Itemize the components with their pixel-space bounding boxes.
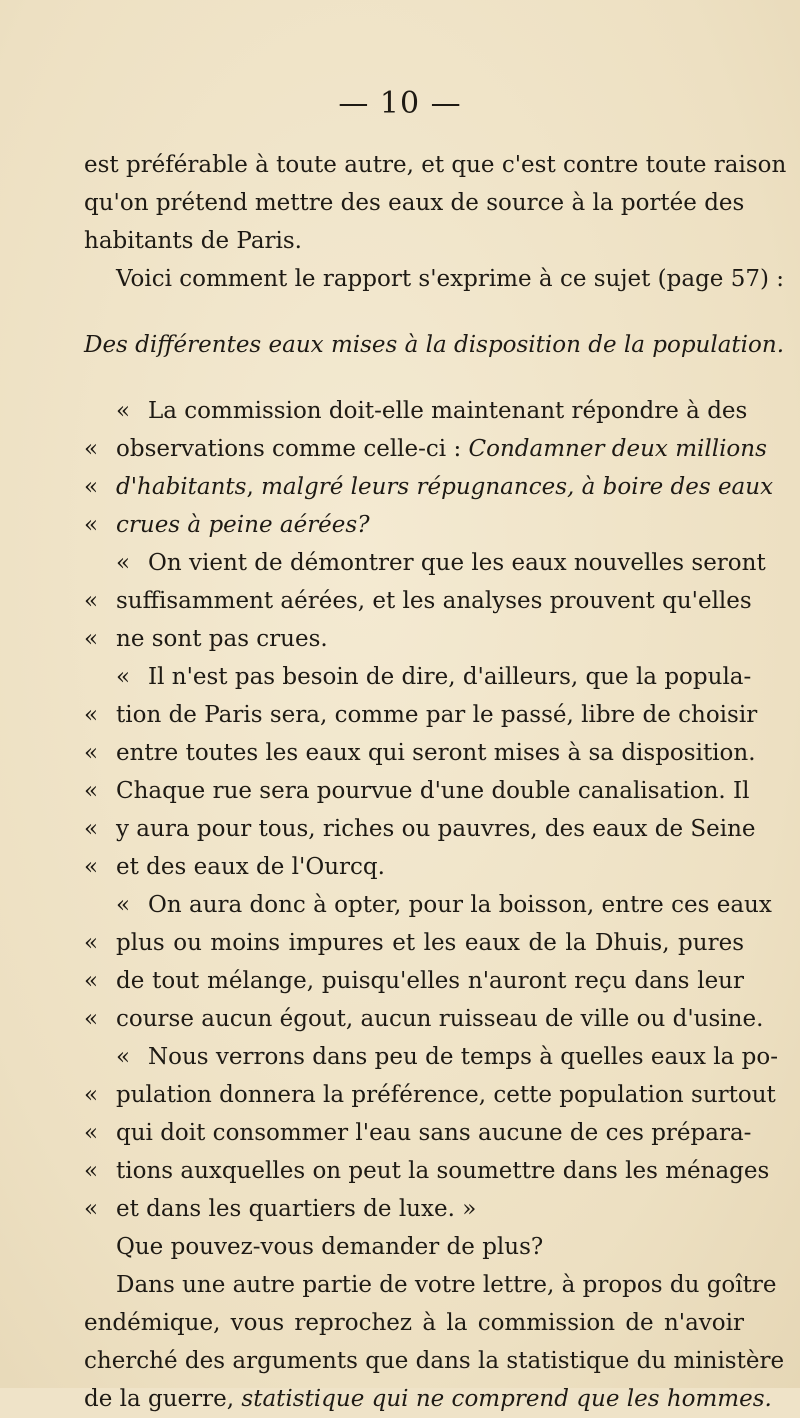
quote-text: y aura pour tous, riches ou pauvres, des eaux de Seine xyxy=(116,816,756,842)
quote-line xyxy=(84,772,750,810)
quote-italic: malgré leurs répugnances, à boire des eaux xyxy=(261,474,774,500)
quote-text: Nous verrons dans peu de temps à quelles eaux la po- xyxy=(148,1044,778,1070)
body-text xyxy=(84,146,787,1418)
text-line: endémique, vous reprochez à la commission de n'avoir xyxy=(84,1310,744,1336)
quote-mark: « xyxy=(116,550,131,576)
quote-line xyxy=(84,620,744,658)
quote-italic: Condamner deux millions xyxy=(468,436,767,462)
quote-line xyxy=(84,1190,744,1228)
text-span: de la guerre, xyxy=(84,1386,242,1412)
quote-mark: « xyxy=(84,1006,99,1032)
quote-text: de tout mélange, puisqu'elles n'auront reçu dans leur xyxy=(116,968,744,994)
quote-text: ne sont pas crues. xyxy=(116,626,328,652)
quote-line xyxy=(84,582,752,620)
text-line xyxy=(84,1380,772,1418)
quote-mark: « xyxy=(84,588,99,614)
quote-line xyxy=(84,468,774,506)
quote-line xyxy=(84,810,756,848)
quote-line xyxy=(84,924,744,962)
quote-text: entre toutes les eaux qui seront mises à sa disposition. xyxy=(116,740,756,766)
quote-text: tion de Paris sera, comme par le passé, libre de choisir xyxy=(116,702,758,728)
quote-mark: « xyxy=(84,1120,99,1146)
quote-text: et des eaux de l'Ourcq. xyxy=(116,854,385,880)
quote-text: tions auxquelles on peut la soumettre dans les ménages xyxy=(116,1158,770,1184)
quote-mark: « xyxy=(84,1196,99,1222)
quote-mark: « xyxy=(116,1044,131,1070)
italic-span: statistique qui ne comprend que les hommes. xyxy=(241,1386,772,1412)
quote-mark: « xyxy=(84,854,99,880)
section-title: Des différentes eaux mises à la disposition de la population. xyxy=(84,332,785,358)
quote-text: Il n'est pas besoin de dire, d'ailleurs, que la popula- xyxy=(148,664,752,690)
text-line: Dans une autre partie de votre lettre, à propos du goître xyxy=(116,1272,777,1298)
quote-line xyxy=(84,1076,776,1114)
quote-text: et dans les quartiers de luxe. » xyxy=(116,1196,477,1222)
text-line: Voici comment le rapport s'exprime à ce sujet (page 57) : xyxy=(116,266,785,292)
text-line: est préférable à toute autre, et que c'est contre toute raison xyxy=(84,152,787,178)
quote-line xyxy=(84,1038,778,1076)
quote-line xyxy=(84,1152,770,1190)
quote-line xyxy=(84,544,766,582)
quote-text: course aucun égout, aucun ruisseau de ville ou d'usine. xyxy=(116,1006,764,1032)
text-line: qu'on prétend mettre des eaux de source à la portée des xyxy=(84,190,745,216)
quote-mark: « xyxy=(84,816,99,842)
quote-mark: « xyxy=(84,778,99,804)
quote-line xyxy=(84,1000,764,1038)
quote-text: Chaque rue sera pourvue d'une double canalisation. Il xyxy=(116,778,750,804)
quote-mark: « xyxy=(84,968,99,994)
quote-line xyxy=(84,1114,752,1152)
quote-text: On aura donc à opter, pour la boisson, entre ces eaux xyxy=(148,892,772,918)
quote-line xyxy=(84,886,772,924)
quote-mark: « xyxy=(116,892,131,918)
page-number: — 10 — xyxy=(338,86,462,121)
quote-line xyxy=(84,962,744,1000)
quote-mark: « xyxy=(84,702,99,728)
quote-mark: « xyxy=(84,626,99,652)
quote-mark: « xyxy=(84,436,99,462)
quote-line xyxy=(84,506,744,544)
quote-mark: « xyxy=(84,930,99,956)
quote-mark: « xyxy=(84,1158,99,1184)
quote-line xyxy=(84,430,767,468)
quote-text: , xyxy=(246,474,262,500)
quote-line xyxy=(84,658,752,696)
quote-text: qui doit consommer l'eau sans aucune de ces prépara- xyxy=(116,1120,752,1146)
text-line: habitants de Paris. xyxy=(84,228,302,254)
quote-mark: « xyxy=(116,664,131,690)
quote-text: pulation donnera la préférence, cette population surtout xyxy=(116,1082,776,1108)
text-line: Que pouvez-vous demander de plus? xyxy=(116,1234,544,1260)
quote-mark: « xyxy=(116,398,131,424)
text-line: cherché des arguments que dans la statistique du ministère xyxy=(84,1348,785,1374)
quote-italic: d'habitants xyxy=(116,474,247,500)
quote-text: observations comme celle-ci : xyxy=(116,436,469,462)
quote-mark: « xyxy=(84,512,99,538)
quote-text: plus ou moins impures et les eaux de la Dhuis, pures xyxy=(116,930,744,956)
quote-line xyxy=(84,696,758,734)
quote-mark: « xyxy=(84,474,99,500)
quote-text: La commission doit-elle maintenant répondre à des xyxy=(148,398,748,424)
quote-mark: « xyxy=(84,740,99,766)
quote-text: suffisamment aérées, et les analyses prouvent qu'elles xyxy=(116,588,752,614)
quote-line xyxy=(84,734,756,772)
quote-text: On vient de démontrer que les eaux nouvelles seront xyxy=(148,550,766,576)
quote-line xyxy=(84,848,744,886)
quote-line xyxy=(84,392,748,430)
quote-mark: « xyxy=(84,1082,99,1108)
quote-italic: crues à peine aérées? xyxy=(116,512,370,538)
